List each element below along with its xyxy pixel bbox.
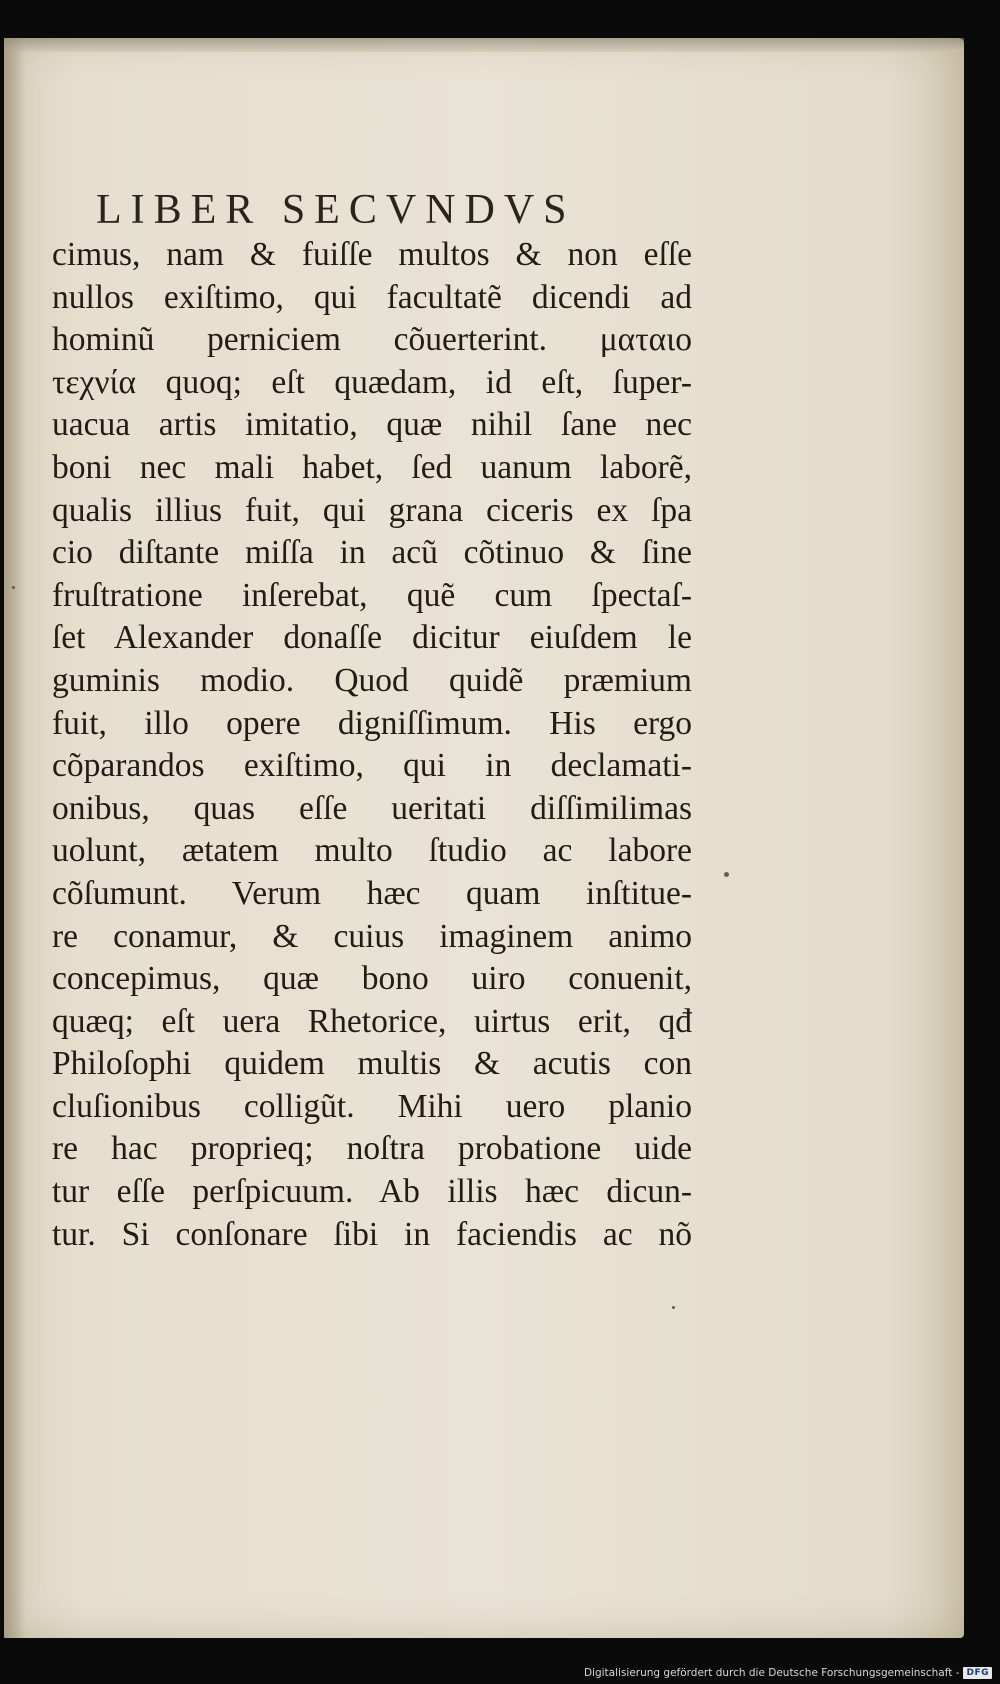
text-line: ſet Alexander donaſſe dicitur eiuſdem le <box>52 619 692 657</box>
text-line: fruſtratione inſerebat, quẽ cum ſpectaſ- <box>52 576 692 614</box>
text-line: guminis modio. Quod quidẽ præmium <box>52 661 692 699</box>
dfg-logo: DFG <box>963 1667 992 1679</box>
text-line: re hac proprieq; noſtra probatione uide <box>52 1130 692 1168</box>
paper-speck <box>724 872 729 877</box>
text-line: uacua artis imitatio, quæ nihil ſane nec <box>52 406 692 444</box>
body-text <box>52 234 692 1256</box>
book-page <box>4 38 964 1638</box>
text-line: cluſionibus colligũt. Mihi uero planio <box>52 1087 692 1125</box>
text-line: cio diſtante miſſa in acũ cõtinuo & ſine <box>52 534 692 572</box>
digitization-credit <box>584 1664 992 1682</box>
text-line: hominũ perniciem cõuerterint. ματαιο <box>52 321 692 359</box>
page-top-edge <box>4 38 964 52</box>
text-line: concepimus, quæ bono uiro conuenit, <box>52 960 692 998</box>
text-line: cimus, nam & fuiſſe multos & non eſſe <box>52 236 692 273</box>
text-line: qualis illius fuit, qui grana ciceris ex ſpa <box>52 491 692 529</box>
text-line: tur eſſe perſpicuum. Ab illis hæc dicun- <box>52 1173 692 1211</box>
text-line: τεχνία quoq; eſt quædam, id eſt, ſuper- <box>52 363 692 401</box>
paper-speck <box>672 1306 675 1309</box>
page-gutter-shadow <box>4 38 26 1638</box>
text-line: tur. Si conſonare ſibi in faciendis ac nõ <box>52 1215 692 1253</box>
credit-text: Digitalisierung gefördert durch die Deutsche Forschungsgemeinschaft - <box>583 1667 960 1679</box>
text-line: re conamur, & cuius imaginem animo <box>52 917 692 955</box>
text-line: quæq; eſt uera Rhetorice, uirtus erit, qđ <box>52 1002 692 1040</box>
text-line: boni nec mali habet, ſed uanum laborẽ, <box>52 448 692 486</box>
paper-speck <box>12 586 15 589</box>
text-line: uolunt, ætatem multo ſtudio ac labore <box>52 832 692 870</box>
running-head: LIBER SECVNDVS <box>96 187 576 233</box>
text-line: nullos exiſtimo, qui facultatẽ dicendi ad <box>52 278 692 316</box>
text-line: Philoſophi quidem multis & acutis con <box>52 1045 692 1083</box>
text-line: fuit, illo opere digniſſimum. His ergo <box>52 704 692 742</box>
text-line: cõparandos exiſtimo, qui in declamati- <box>52 747 692 785</box>
text-line: cõſumunt. Verum hæc quam inſtitue- <box>52 874 692 912</box>
text-line: onibus, quas eſſe ueritati diſſimilimas <box>52 789 692 827</box>
